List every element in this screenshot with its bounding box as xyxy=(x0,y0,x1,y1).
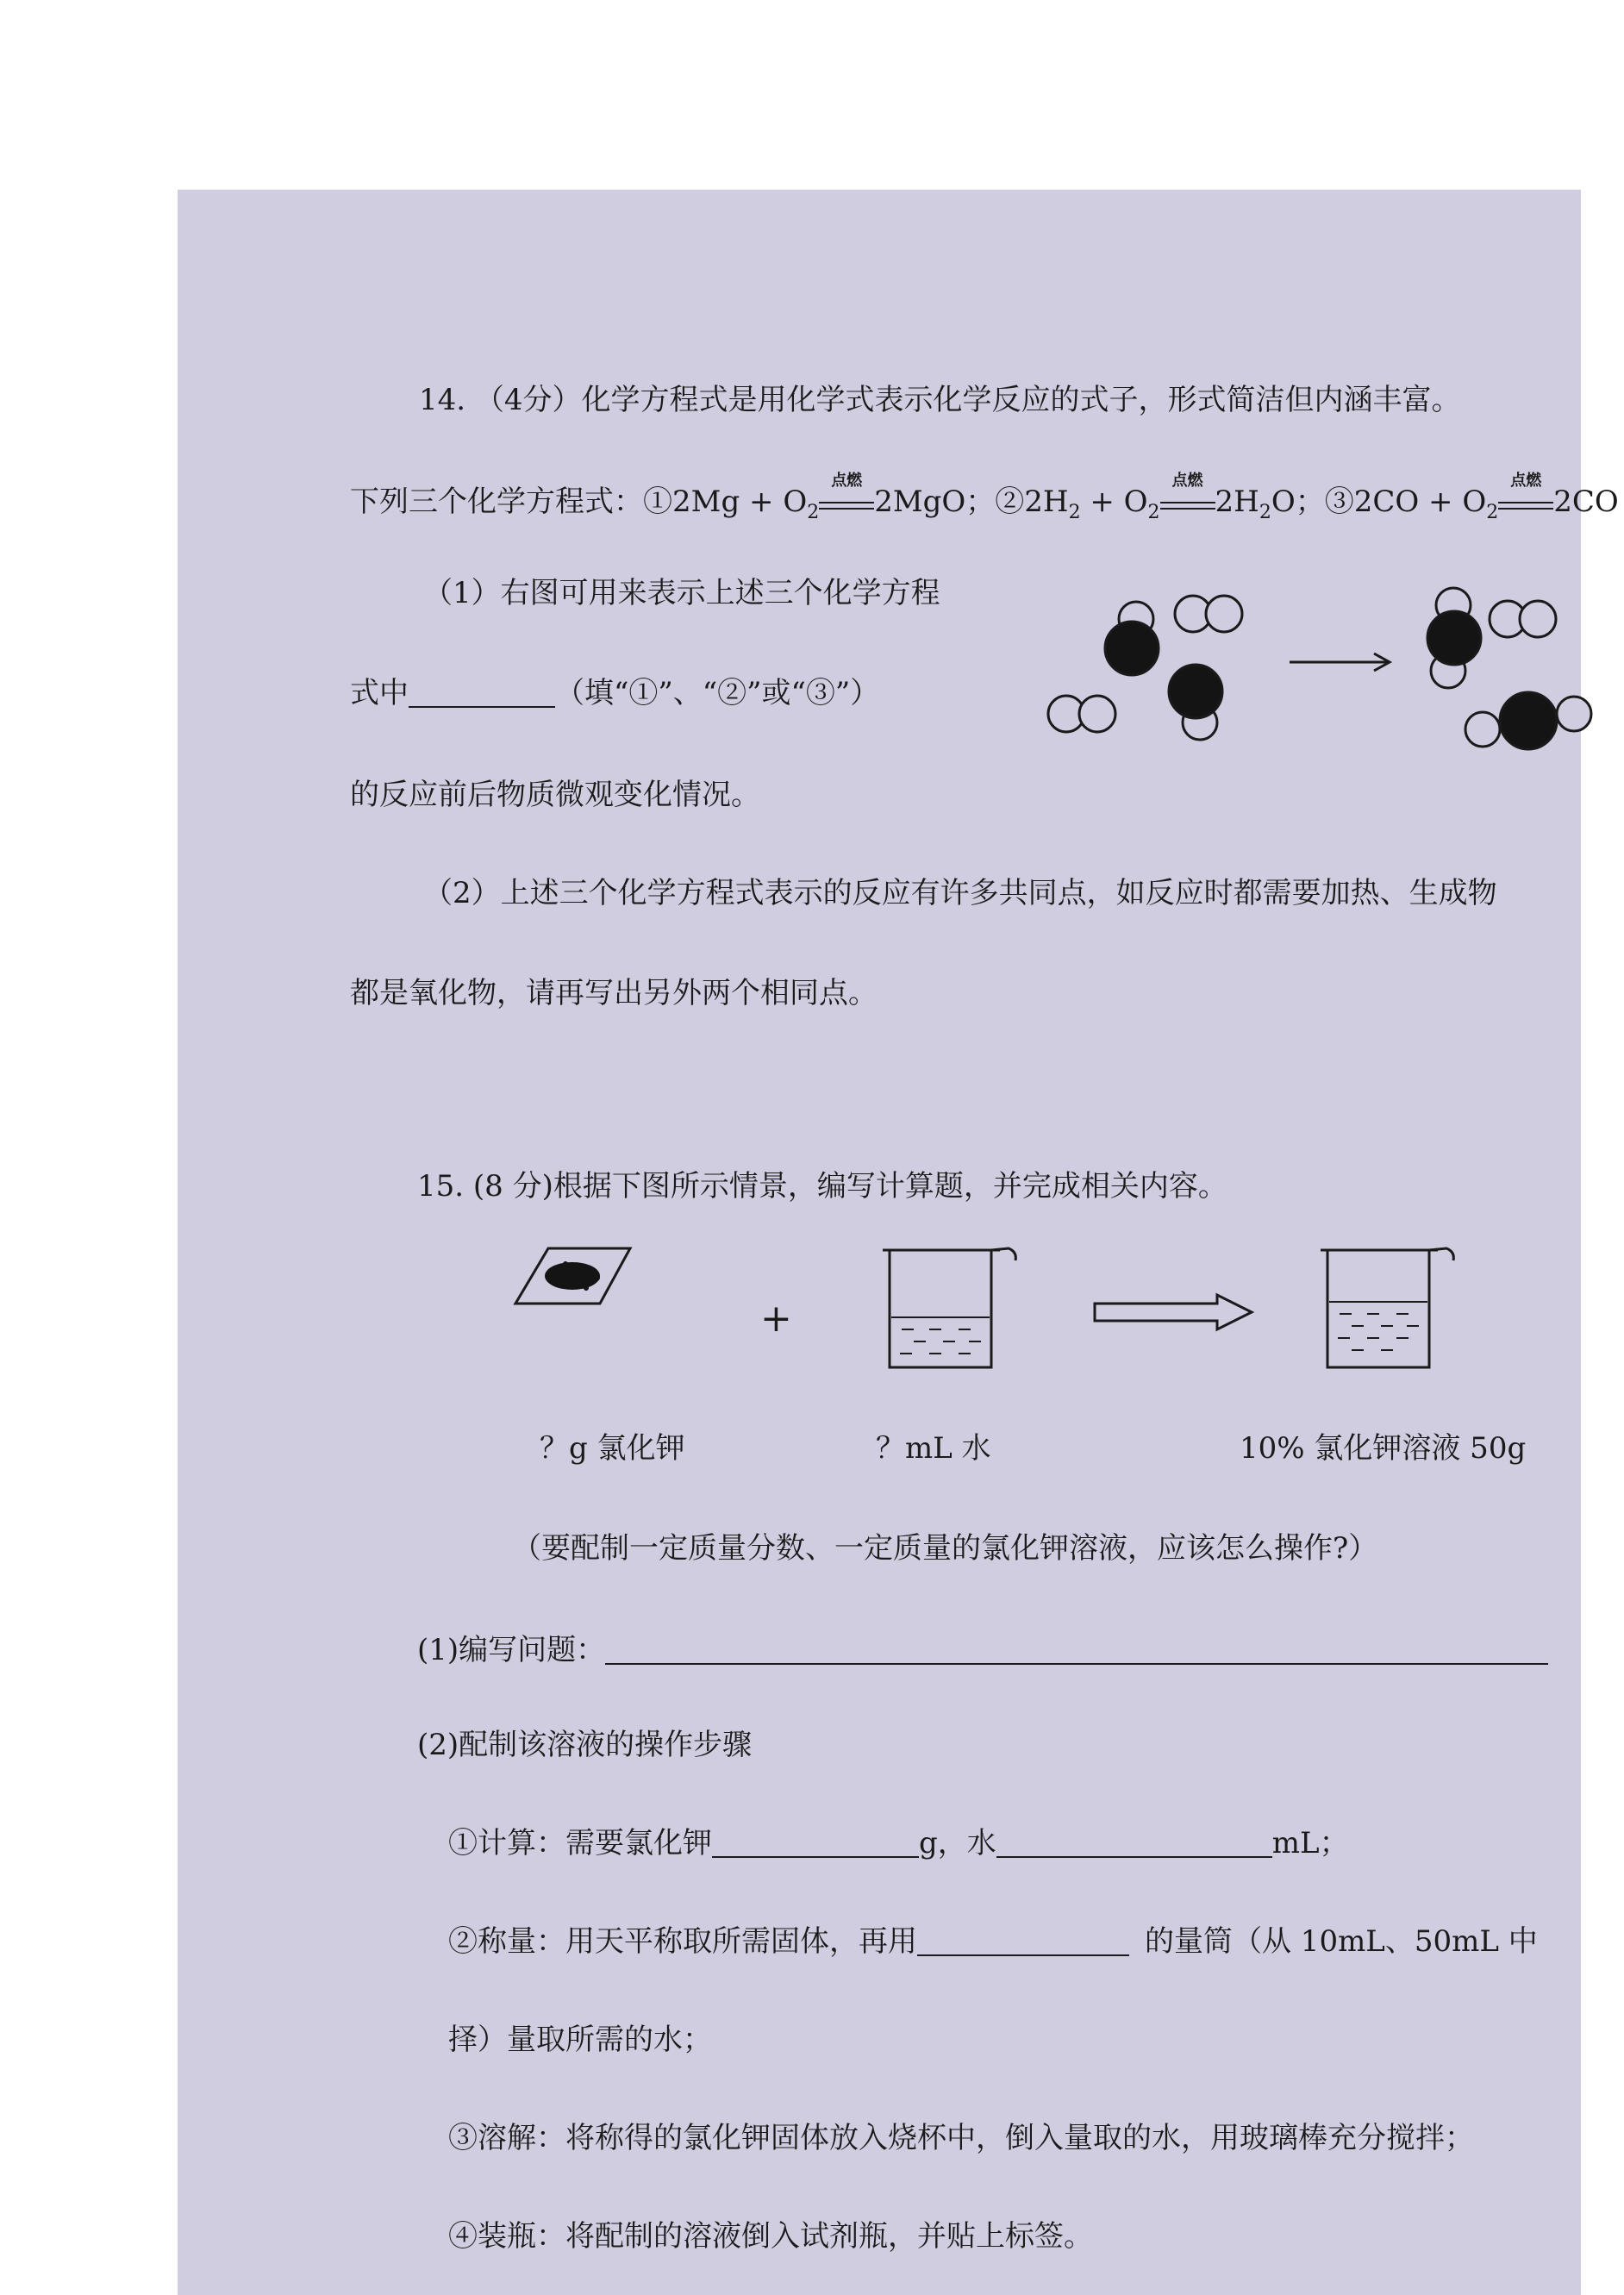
condition-mark: 点燃 xyxy=(1498,491,1553,510)
q14-part2-line1: （2）上述三个化学方程式表示的反应有许多共同点，如反应时都需要加热、生成物 xyxy=(423,876,1497,910)
q15-step2-cont: 择）量取所需的水； xyxy=(448,2023,712,2057)
solid-sample-figure xyxy=(514,1233,634,1328)
q15-prompt: （要配制一定质量分数、一定质量的氯化钾溶液，应该怎么操作?） xyxy=(512,1531,1378,1566)
q15-question1: (1)编写问题： xyxy=(417,1631,1548,1669)
beaker-water-figure xyxy=(878,1240,1024,1378)
q14-equations: 下列三个化学方程式：①2Mg + $O_2$ 点燃 2MgO；$②2H_2 + O_2$ 点燃 $2H_2O$；③2CO + $O_2$ 点燃 2CO xyxy=(350,472,1619,523)
answer-blank-cylinder[interactable] xyxy=(917,1929,1129,1956)
q14-part1-line3: 的反应前后物质微观变化情况。 xyxy=(350,778,760,812)
plus-sign: + xyxy=(760,1297,792,1341)
q15-step1: ①计算：需要氯化钾 g，水 mL； xyxy=(448,1826,1349,1860)
q14-part1-line2: 式中 （填“①”、“②”或“③”） xyxy=(350,676,880,710)
q14-intro: 14. （4分）化学方程式是用化学式表示化学反应的式子，形式简洁但内涵丰富。 xyxy=(419,383,1461,417)
answer-blank-question[interactable] xyxy=(605,1637,1548,1665)
q15-question2: (2)配制该溶液的操作步骤 xyxy=(417,1728,753,1762)
q14-part2-line2: 都是氧化物，请再写出另外两个相同点。 xyxy=(350,976,878,1010)
condition-mark: 点燃 xyxy=(1160,491,1215,510)
answer-blank-water-volume[interactable] xyxy=(996,1830,1272,1858)
process-arrow xyxy=(1091,1293,1255,1331)
answer-blank-1[interactable] xyxy=(409,680,555,708)
caption-solid: ？g 氯化钾 xyxy=(540,1431,685,1466)
q15-step3: ③溶解：将称得的氯化钾固体放入烧杯中，倒入量取的水，用玻璃棒充分搅拌； xyxy=(448,2121,1474,2155)
q15-title: 15. (8 分)根据下图所示情景，编写计算题，并完成相关内容。 xyxy=(417,1169,1227,1204)
molecule-diagram xyxy=(1040,569,1581,776)
q15-step4: ④装瓶：将配制的溶液倒入试剂瓶，并贴上标签。 xyxy=(448,2219,1093,2254)
beaker-solution-figure xyxy=(1315,1240,1462,1378)
condition-mark: 点燃 xyxy=(819,491,874,510)
caption-water: ？mL 水 xyxy=(876,1431,991,1466)
reaction-arrow xyxy=(1290,653,1390,671)
exam-sheet xyxy=(178,190,1619,2295)
caption-solution: 10% 氯化钾溶液 50g xyxy=(1240,1431,1527,1466)
q14-part1-line1: （1）右图可用来表示上述三个化学方程 xyxy=(423,576,940,610)
q15-step2: ②称量：用天平称取所需固体，再用 的量筒（从 10mL、50mL 中 xyxy=(448,1924,1538,1959)
answer-blank-kcl-mass[interactable] xyxy=(712,1830,919,1858)
